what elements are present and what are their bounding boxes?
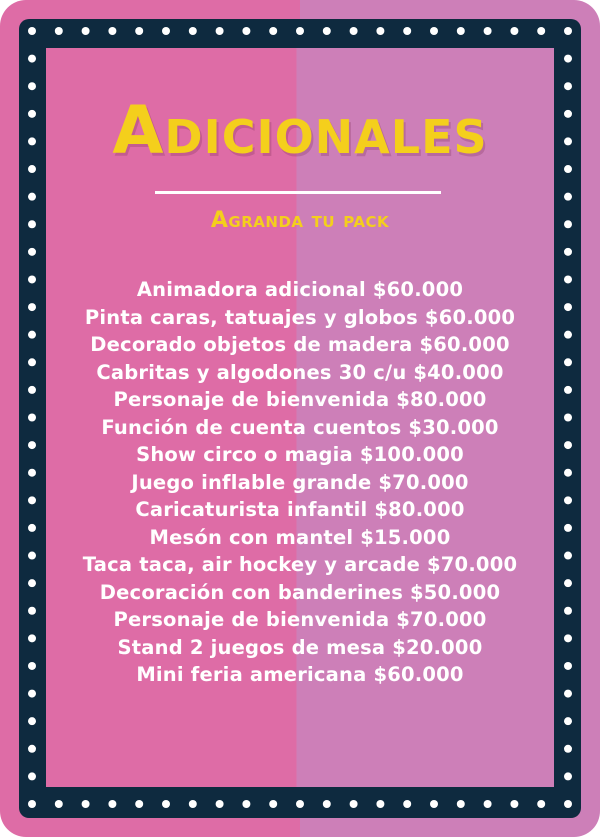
light-dot bbox=[82, 800, 90, 808]
light-dot bbox=[564, 193, 572, 201]
list-item: Función de cuenta cuentos $30.000 bbox=[101, 415, 499, 439]
light-dot bbox=[28, 82, 36, 90]
list-item: Decoración con banderines $50.000 bbox=[99, 580, 501, 604]
light-dot bbox=[510, 27, 518, 35]
light-dot bbox=[189, 27, 197, 35]
light-dot bbox=[484, 800, 492, 808]
light-dot bbox=[269, 800, 277, 808]
light-dot bbox=[216, 800, 224, 808]
light-dot bbox=[564, 248, 572, 256]
light-dot bbox=[28, 193, 36, 201]
light-dot bbox=[108, 800, 116, 808]
light-dot bbox=[376, 800, 384, 808]
light-dot bbox=[28, 745, 36, 753]
light-dot bbox=[430, 800, 438, 808]
light-dot bbox=[296, 27, 304, 35]
light-dot bbox=[216, 27, 224, 35]
light-dot bbox=[28, 248, 36, 256]
list-item: Juego inflable grande $70.000 bbox=[131, 470, 469, 494]
list-item: Mesón con mantel $15.000 bbox=[149, 525, 451, 549]
light-dot bbox=[55, 27, 63, 35]
light-dot bbox=[323, 800, 331, 808]
list-item: Animadora adicional $60.000 bbox=[136, 278, 464, 301]
list-item: Taca taca, air hockey y arcade $70.000 bbox=[82, 553, 518, 576]
light-dot bbox=[82, 27, 90, 35]
light-dot bbox=[242, 27, 250, 35]
light-dot bbox=[28, 27, 36, 35]
list-item: Stand 2 juegos de mesa $20.000 bbox=[117, 635, 483, 659]
list-item: Pinta caras, tatuajes y globos $60.000 bbox=[84, 305, 516, 329]
light-dot bbox=[564, 745, 572, 753]
light-dot bbox=[564, 800, 572, 808]
subtitle: Agranda tu pack bbox=[210, 208, 390, 233]
light-dot bbox=[403, 800, 411, 808]
light-dot bbox=[189, 800, 197, 808]
light-dot bbox=[537, 27, 545, 35]
list-item: Mini feria americana $60.000 bbox=[136, 663, 464, 686]
light-dot bbox=[162, 27, 170, 35]
light-dot bbox=[135, 800, 143, 808]
light-dot bbox=[28, 772, 36, 780]
list-item: Cabritas y algodones 30 c/u $40.000 bbox=[96, 360, 504, 384]
light-dot bbox=[350, 27, 358, 35]
light-dot bbox=[564, 717, 572, 725]
light-dot bbox=[28, 55, 36, 63]
light-dot bbox=[28, 800, 36, 808]
list-item: Decorado objetos de madera $60.000 bbox=[90, 333, 510, 356]
light-dot bbox=[457, 27, 465, 35]
light-dot bbox=[55, 800, 63, 808]
light-dot bbox=[457, 800, 465, 808]
light-dot bbox=[403, 27, 411, 35]
light-dot bbox=[564, 27, 572, 35]
light-dot bbox=[350, 800, 358, 808]
light-dot bbox=[376, 27, 384, 35]
additional-items-list bbox=[0, 276, 600, 689]
light-dot bbox=[28, 717, 36, 725]
light-dot bbox=[430, 27, 438, 35]
light-dot bbox=[564, 772, 572, 780]
light-dot bbox=[510, 800, 518, 808]
light-dot bbox=[564, 690, 572, 698]
light-dot bbox=[28, 690, 36, 698]
list-item: Show circo o magia $100.000 bbox=[136, 443, 464, 466]
light-dot bbox=[564, 55, 572, 63]
light-dot bbox=[242, 800, 250, 808]
light-dot bbox=[537, 800, 545, 808]
light-dot bbox=[323, 27, 331, 35]
divider bbox=[155, 191, 441, 194]
light-dot bbox=[108, 27, 116, 35]
light-dot bbox=[484, 27, 492, 35]
light-dot bbox=[564, 82, 572, 90]
list-item: Personaje de bienvenida $70.000 bbox=[113, 608, 487, 631]
page-title: Adicionales bbox=[112, 92, 488, 169]
light-dot bbox=[269, 27, 277, 35]
light-dot bbox=[135, 27, 143, 35]
list-item: Personaje de bienvenida $80.000 bbox=[113, 388, 487, 411]
list-item: Caricaturista infantil $80.000 bbox=[135, 498, 465, 521]
light-dot bbox=[296, 800, 304, 808]
light-dot bbox=[162, 800, 170, 808]
